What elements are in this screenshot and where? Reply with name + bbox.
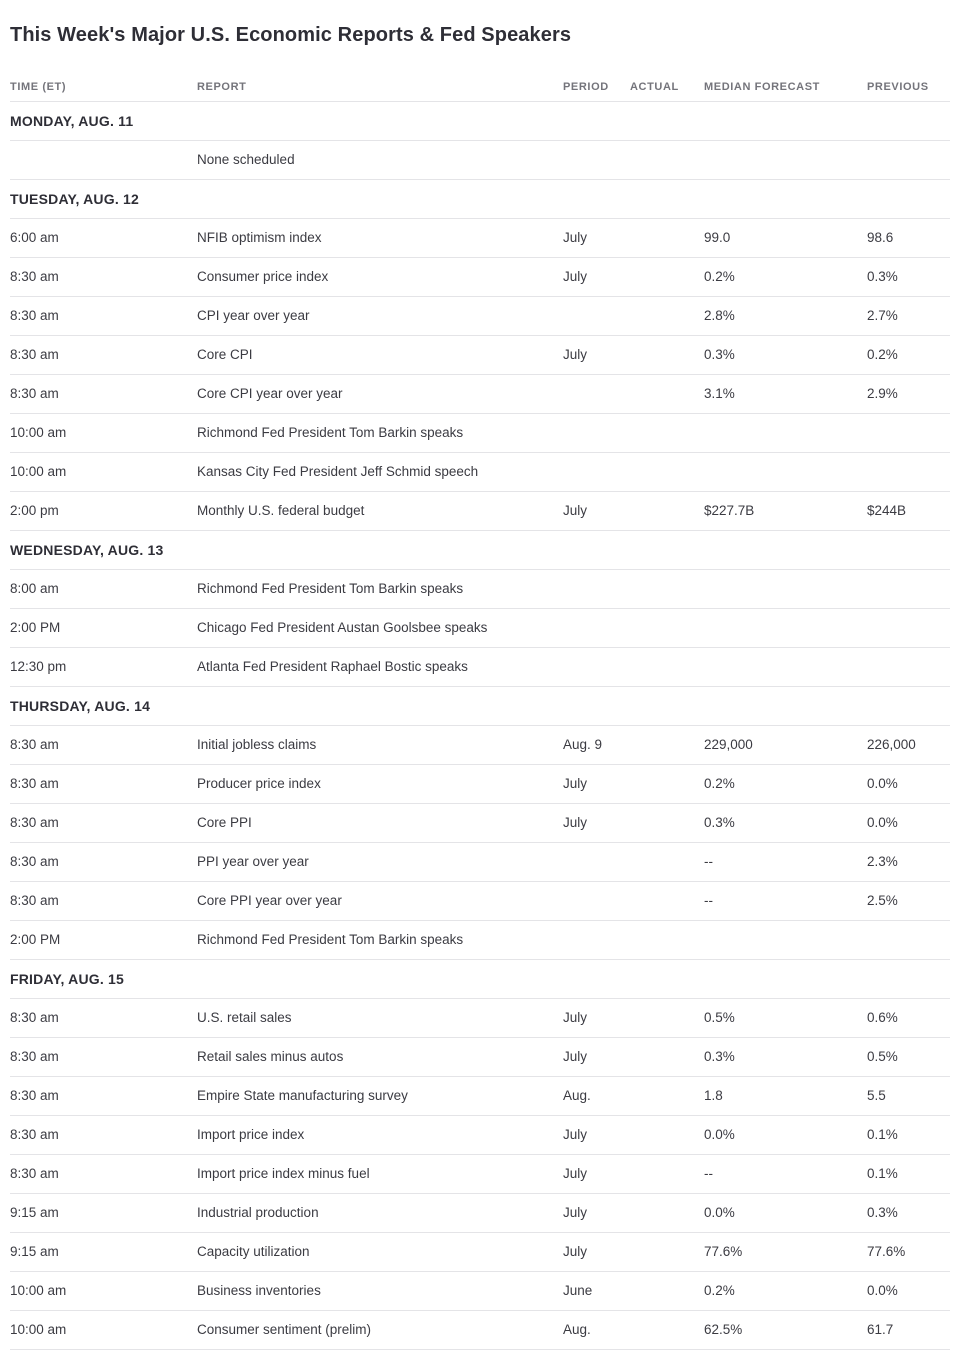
cell-previous: 226,000: [867, 737, 916, 753]
day-header-row: [10, 687, 950, 726]
table-row: [10, 336, 950, 375]
cell-report: Business inventories: [197, 1283, 321, 1299]
table-row: [10, 804, 950, 843]
column-header-forecast: MEDIAN FORECAST: [704, 80, 820, 93]
table-row: [10, 492, 950, 531]
cell-previous: 2.7%: [867, 308, 898, 324]
cell-report: None scheduled: [197, 152, 295, 168]
table-row: [10, 1038, 950, 1077]
cell-time: 12:30 pm: [10, 659, 67, 675]
table-row: [10, 1272, 950, 1311]
cell-previous: 2.3%: [867, 854, 898, 870]
cell-time: 8:30 am: [10, 1049, 59, 1065]
cell-forecast: 0.0%: [704, 1127, 735, 1143]
cell-forecast: 0.0%: [704, 1205, 735, 1221]
cell-time: 8:30 am: [10, 737, 59, 753]
column-header-period: PERIOD: [563, 80, 609, 93]
table-row: [10, 921, 950, 960]
cell-time: 8:30 am: [10, 815, 59, 831]
table-row: [10, 843, 950, 882]
cell-report: PPI year over year: [197, 854, 309, 870]
cell-forecast: 0.3%: [704, 347, 735, 363]
cell-time: 8:00 am: [10, 581, 59, 597]
day-label: TUESDAY, AUG. 12: [10, 190, 139, 207]
table-row: [10, 726, 950, 765]
table-row: [10, 414, 950, 453]
cell-previous: 0.3%: [867, 1205, 898, 1221]
page-title: This Week's Major U.S. Economic Reports & Fed Speakers: [10, 24, 572, 47]
cell-report: Empire State manufacturing survey: [197, 1088, 408, 1104]
table-row: [10, 648, 950, 687]
cell-period: July: [563, 230, 588, 246]
column-header-report: REPORT: [197, 80, 247, 93]
cell-report: U.S. retail sales: [197, 1010, 292, 1026]
cell-previous: 0.0%: [867, 1283, 898, 1299]
cell-period: July: [563, 1244, 588, 1260]
table-row: [10, 999, 950, 1038]
table-row: [10, 882, 950, 921]
cell-period: Aug. 9: [563, 737, 603, 753]
cell-report: Import price index: [197, 1127, 305, 1143]
day-label: MONDAY, AUG. 11: [10, 112, 134, 129]
cell-forecast: 0.2%: [704, 1283, 735, 1299]
cell-report: Core CPI: [197, 347, 253, 363]
cell-forecast: 62.5%: [704, 1322, 743, 1338]
cell-time: 8:30 am: [10, 269, 59, 285]
cell-time: 2:00 pm: [10, 503, 59, 519]
cell-time: 8:30 am: [10, 1127, 59, 1143]
table-row: [10, 453, 950, 492]
cell-previous: 77.6%: [867, 1244, 906, 1260]
cell-previous: 0.0%: [867, 776, 898, 792]
cell-previous: 0.3%: [867, 269, 898, 285]
table-row: [10, 1116, 950, 1155]
cell-previous: 5.5: [867, 1088, 886, 1104]
economic-calendar-page: [0, 13, 960, 1349]
cell-forecast: 3.1%: [704, 386, 735, 402]
column-header-actual: ACTUAL: [630, 80, 679, 93]
cell-period: July: [563, 815, 588, 831]
day-header-row: [10, 960, 950, 999]
day-header-row: [10, 102, 950, 141]
cell-period: July: [563, 503, 588, 519]
cell-period: July: [563, 1049, 588, 1065]
cell-forecast: 99.0: [704, 230, 731, 246]
cell-previous: 0.5%: [867, 1049, 898, 1065]
cell-period: July: [563, 347, 588, 363]
cell-previous: 0.1%: [867, 1127, 898, 1143]
cell-time: 10:00 am: [10, 1283, 67, 1299]
cell-period: July: [563, 269, 588, 285]
table-row: [10, 219, 950, 258]
cell-time: 6:00 am: [10, 230, 59, 246]
day-header-row: [10, 531, 950, 570]
cell-report: Core PPI: [197, 815, 252, 831]
cell-time: 2:00 PM: [10, 932, 61, 948]
cell-forecast: 1.8: [704, 1088, 723, 1104]
table-row: [10, 1311, 950, 1350]
cell-forecast: 77.6%: [704, 1244, 743, 1260]
cell-report: CPI year over year: [197, 308, 310, 324]
table-row: [10, 1233, 950, 1272]
cell-report: Consumer sentiment (prelim): [197, 1322, 372, 1338]
table-row: [10, 1155, 950, 1194]
cell-forecast: 0.3%: [704, 815, 735, 831]
cell-time: 10:00 am: [10, 1322, 67, 1338]
cell-report: Richmond Fed President Tom Barkin speaks: [197, 932, 464, 948]
cell-time: 8:30 am: [10, 1010, 59, 1026]
cell-period: June: [563, 1283, 593, 1299]
cell-report: Chicago Fed President Austan Goolsbee speaks: [197, 620, 488, 636]
table-row: [10, 297, 950, 336]
cell-report: Atlanta Fed President Raphael Bostic speaks: [197, 659, 468, 675]
cell-report: Richmond Fed President Tom Barkin speaks: [197, 425, 464, 441]
cell-forecast: --: [704, 893, 713, 909]
cell-report: Industrial production: [197, 1205, 319, 1221]
cell-time: 8:30 am: [10, 1088, 59, 1104]
day-header-row: [10, 180, 950, 219]
cell-forecast: 2.8%: [704, 308, 735, 324]
cell-time: 8:30 am: [10, 347, 59, 363]
cell-report: NFIB optimism index: [197, 230, 322, 246]
cell-period: July: [563, 1166, 588, 1182]
cell-forecast: 0.3%: [704, 1049, 735, 1065]
cell-forecast: 0.2%: [704, 269, 735, 285]
cell-previous: 0.2%: [867, 347, 898, 363]
table-row: [10, 765, 950, 804]
cell-report: Core CPI year over year: [197, 386, 343, 402]
cell-period: Aug.: [563, 1322, 591, 1338]
cell-forecast: $227.7B: [704, 503, 755, 519]
cell-period: July: [563, 1010, 588, 1026]
table-row: [10, 375, 950, 414]
column-header-time: TIME (ET): [10, 80, 67, 93]
table-row: [10, 1077, 950, 1116]
cell-period: July: [563, 776, 588, 792]
cell-previous: 0.0%: [867, 815, 898, 831]
cell-forecast: 229,000: [704, 737, 753, 753]
column-header-previous: PREVIOUS: [867, 80, 929, 93]
cell-time: 8:30 am: [10, 308, 59, 324]
cell-forecast: --: [704, 854, 713, 870]
table-row: [10, 141, 950, 180]
cell-report: Producer price index: [197, 776, 321, 792]
cell-period: July: [563, 1127, 588, 1143]
cell-report: Kansas City Fed President Jeff Schmid speech: [197, 464, 479, 480]
table-row: [10, 570, 950, 609]
cell-report: Core PPI year over year: [197, 893, 342, 909]
table-row: [10, 258, 950, 297]
cell-time: 10:00 am: [10, 425, 67, 441]
day-label: WEDNESDAY, AUG. 13: [10, 541, 164, 558]
cell-report: Capacity utilization: [197, 1244, 310, 1260]
cell-time: 8:30 am: [10, 893, 59, 909]
cell-report: Initial jobless claims: [197, 737, 317, 753]
cell-time: 9:15 am: [10, 1244, 59, 1260]
cell-forecast: 0.2%: [704, 776, 735, 792]
cell-time: 8:30 am: [10, 386, 59, 402]
cell-forecast: 0.5%: [704, 1010, 735, 1026]
cell-previous: 2.9%: [867, 386, 898, 402]
cell-time: 8:30 am: [10, 776, 59, 792]
table-row: [10, 1194, 950, 1233]
cell-period: Aug.: [563, 1088, 591, 1104]
cell-previous: 0.1%: [867, 1166, 898, 1182]
cell-report: Consumer price index: [197, 269, 329, 285]
cell-time: 2:00 PM: [10, 620, 61, 636]
cell-report: Monthly U.S. federal budget: [197, 503, 365, 519]
cell-period: July: [563, 1205, 588, 1221]
cell-previous: $244B: [867, 503, 907, 519]
cell-previous: 2.5%: [867, 893, 898, 909]
cell-time: 9:15 am: [10, 1205, 59, 1221]
report-table-body: [10, 102, 950, 1350]
cell-time: 8:30 am: [10, 854, 59, 870]
cell-report: Import price index minus fuel: [197, 1166, 370, 1182]
cell-previous: 98.6: [867, 230, 894, 246]
cell-report: Retail sales minus autos: [197, 1049, 344, 1065]
cell-time: 10:00 am: [10, 464, 67, 480]
cell-previous: 0.6%: [867, 1010, 898, 1026]
day-label: THURSDAY, AUG. 14: [10, 697, 151, 714]
table-row: [10, 609, 950, 648]
cell-time: 8:30 am: [10, 1166, 59, 1182]
cell-forecast: --: [704, 1166, 713, 1182]
table-header-row: [10, 62, 950, 102]
day-label: FRIDAY, AUG. 15: [10, 970, 124, 987]
cell-previous: 61.7: [867, 1322, 894, 1338]
cell-report: Richmond Fed President Tom Barkin speaks: [197, 581, 464, 597]
